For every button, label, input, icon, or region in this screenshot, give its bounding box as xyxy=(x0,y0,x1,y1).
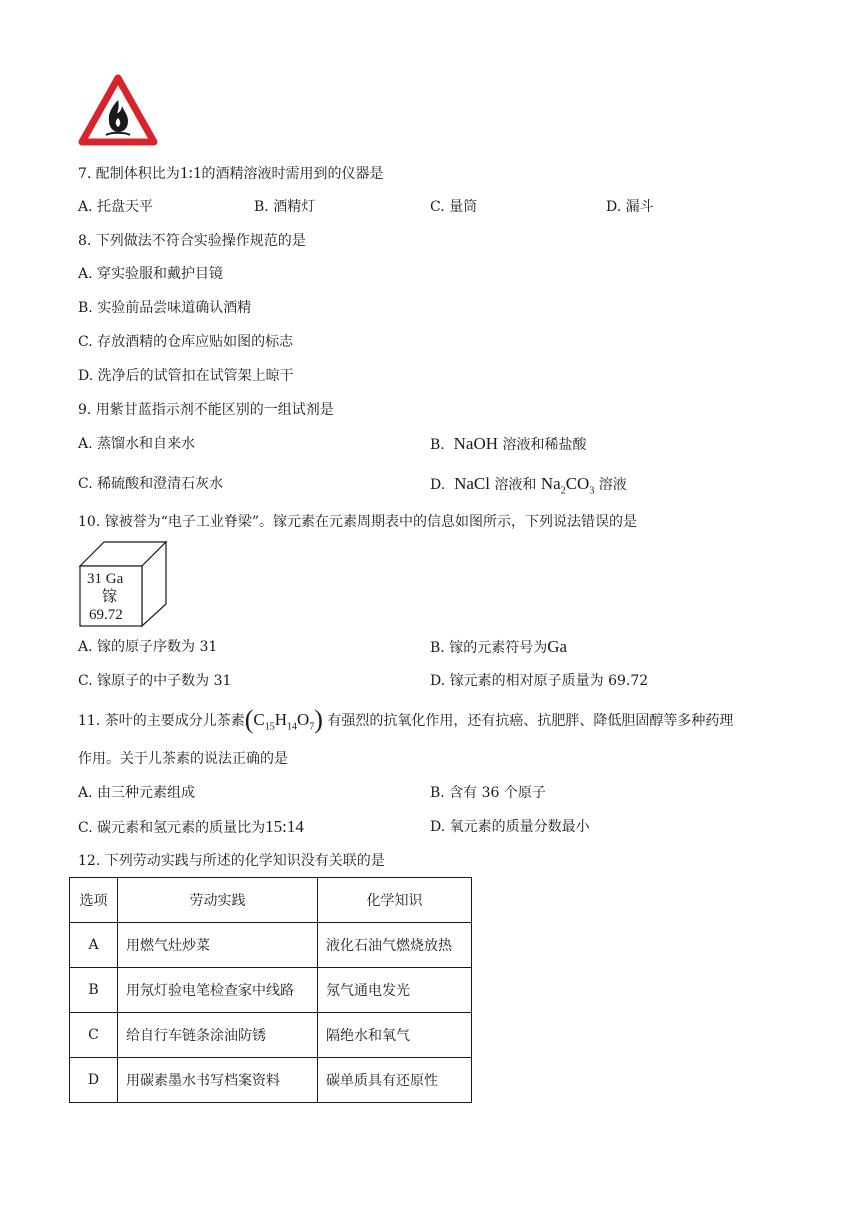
question-7-option-d: D. 漏斗 xyxy=(606,199,654,215)
question-7-option-a: A. 托盘天平 xyxy=(78,199,154,215)
question-9-option-a: A. 蒸馏水和自来水 xyxy=(78,436,196,452)
question-7-option-c: C. 量筒 xyxy=(430,199,478,215)
question-11-stem-line2: 作用。关于儿茶素的说法正确的是 xyxy=(78,751,288,767)
table-row xyxy=(70,1058,472,1103)
question-9-stem: 9. 用紫甘蓝指示剂不能区别的一组试剂是 xyxy=(78,402,334,418)
element-number-symbol: 31 Ga xyxy=(87,571,124,587)
question-8-option-d: D. 洗净后的试管扣在试管架上晾干 xyxy=(78,368,294,384)
table-cell: D xyxy=(70,1058,118,1103)
table-cell: B xyxy=(70,968,118,1013)
question-9-option-b: B. NaOH 溶液和稀盐酸 xyxy=(430,434,587,453)
table-header-row xyxy=(70,878,472,923)
table-cell: 碳单质具有还原性 xyxy=(318,1058,472,1103)
question-10-option-b: B. 镓的元素符号为Ga xyxy=(430,637,568,656)
question-11-option-d: D. 氧元素的质量分数最小 xyxy=(430,819,590,835)
element-chinese-name: 镓 xyxy=(102,589,118,605)
element-atomic-mass: 69.72 xyxy=(89,607,123,623)
question-11-stem: 11. 茶叶的主要成分儿茶素$(C_{15}H_{14}O_7)$ 有强烈的抗氧化作用，还有抗癌、抗肥胖、降低胆固醇等多种药理 xyxy=(78,705,734,734)
flammable-warning-icon xyxy=(78,74,158,146)
question-9-option-d: D. NaCl 溶液和 $Na_2CO_3$ 溶液 xyxy=(430,474,627,497)
question-10-option-a: A. 镓的原子序数为 31 xyxy=(78,639,218,655)
table-cell: 给自行车链条涂油防锈 xyxy=(118,1013,318,1058)
question-11-option-b: B. 含有 36 个原子 xyxy=(430,785,546,801)
question-8-option-a: A. 穿实验服和戴护目镜 xyxy=(78,266,224,282)
question-10-option-d: D. 镓元素的相对原子质量为 69.72 xyxy=(430,673,649,689)
periodic-element-cube xyxy=(78,540,168,628)
table-row xyxy=(70,923,472,968)
question-10-option-c: C. 镓原子的中子数为 31 xyxy=(78,673,232,689)
table-header-cell: 劳动实践 xyxy=(118,878,318,923)
labor-practice-table xyxy=(69,877,472,1103)
table-row xyxy=(70,1013,472,1058)
question-10-stem: 10. 镓被誉为“电子工业脊梁”。镓元素在元素周期表中的信息如图所示，下列说法错误的是 xyxy=(78,514,638,530)
table-cell: 用燃气灶炒菜 xyxy=(118,923,318,968)
question-9-option-c: C. 稀硫酸和澄清石灰水 xyxy=(78,476,224,492)
table-cell: 氖气通电发光 xyxy=(318,968,472,1013)
question-8-option-c: C. 存放酒精的仓库应贴如图的标志 xyxy=(78,334,294,350)
question-11-option-a: A. 由三种元素组成 xyxy=(78,785,196,801)
table-row xyxy=(70,968,472,1013)
table-header-cell: 选项 xyxy=(70,878,118,923)
question-7-option-b: B. 酒精灯 xyxy=(254,199,316,215)
question-11-option-c: C. 碳元素和氢元素的质量比为15:14 xyxy=(78,817,304,836)
table-cell: A xyxy=(70,923,118,968)
table-cell: 用氖灯验电笔检查家中线路 xyxy=(118,968,318,1013)
question-8-option-b: B. 实验前品尝味道确认酒精 xyxy=(78,300,252,316)
table-header-cell: 化学知识 xyxy=(318,878,472,923)
table-cell: C xyxy=(70,1013,118,1058)
table-cell: 隔绝水和氧气 xyxy=(318,1013,472,1058)
table-cell: 用碳素墨水书写档案资料 xyxy=(118,1058,318,1103)
question-7-stem: 7. 配制体积比为1:1的酒精溶液时需用到的仪器是 xyxy=(78,163,384,182)
question-8-stem: 8. 下列做法不符合实验操作规范的是 xyxy=(78,233,306,249)
table-cell: 液化石油气燃烧放热 xyxy=(318,923,472,968)
question-12-stem: 12. 下列劳动实践与所述的化学知识没有关联的是 xyxy=(78,853,385,869)
